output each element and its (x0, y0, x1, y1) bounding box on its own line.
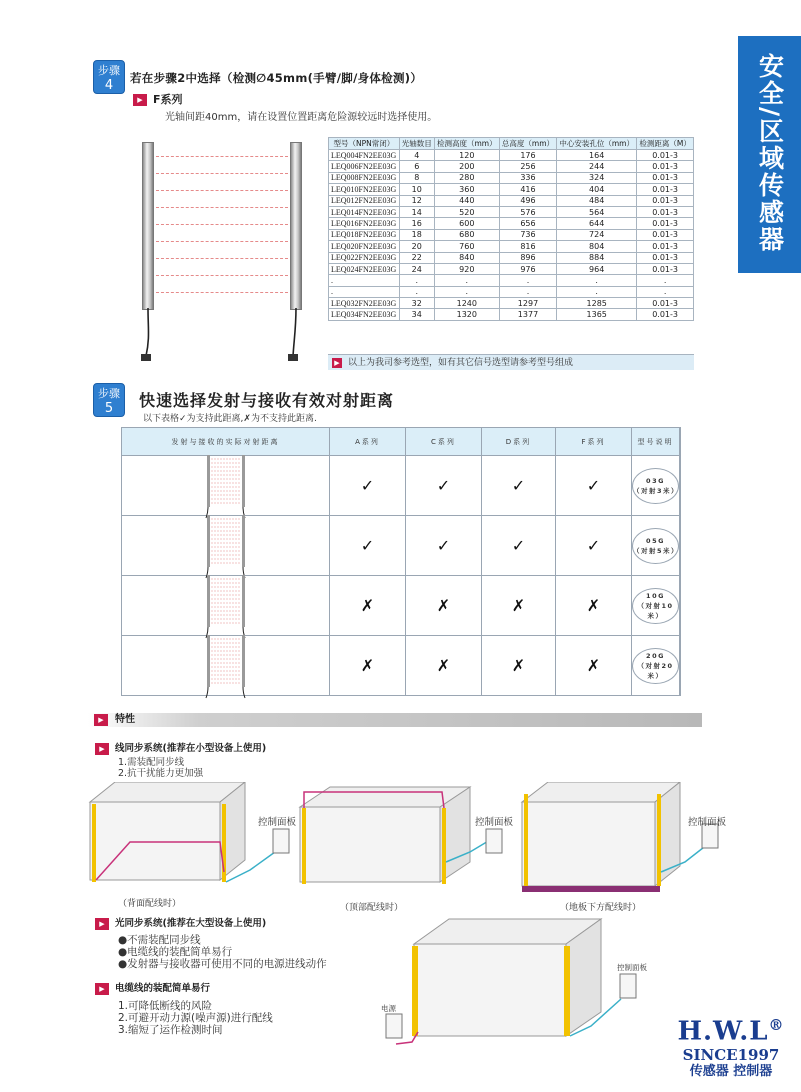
list-item: ●电缆线的装配简单易行 (118, 946, 233, 958)
table-cell: 14 (399, 206, 434, 217)
table-cell: 176 (499, 150, 556, 161)
table-cell: 0.01-3 (637, 309, 694, 320)
table-cell: 0.01-3 (637, 150, 694, 161)
light-curtain-icon (205, 573, 247, 639)
table-cell: 520 (434, 206, 499, 217)
table-cell: 816 (499, 241, 556, 252)
optical-sync-list (118, 934, 327, 970)
table-cell: . (637, 275, 694, 286)
list-item: 1.需装配同步线 (118, 757, 185, 768)
cable-heading (95, 980, 210, 995)
table-cell: 920 (434, 263, 499, 274)
table-cell: 12 (399, 195, 434, 206)
control-panel-label: 控制面板 (475, 817, 514, 828)
diagram-caption: （地板下方配线时） (560, 903, 642, 913)
check-mark-icon: ✓ (406, 516, 482, 575)
table-cell: LEQ034FN2EE03G (329, 309, 400, 320)
table-note (328, 354, 694, 370)
table-row (329, 298, 694, 309)
logo-brand-text: H.W.L (677, 1016, 769, 1047)
table-row (329, 172, 694, 183)
table-cell: 1240 (434, 298, 499, 309)
table-cell: 600 (434, 218, 499, 229)
optical-sync-diagram (376, 914, 666, 1054)
features-heading: 特性 (115, 714, 135, 725)
table-cell: LEQ022FN2EE03G (329, 252, 400, 263)
model-spec-oval (632, 528, 679, 564)
table-cell: 1320 (434, 309, 499, 320)
back-wiring-diagram (90, 782, 289, 882)
table-cell: 1285 (557, 298, 637, 309)
list-item: ●不需装配同步线 (118, 934, 201, 946)
table-cell: 896 (499, 252, 556, 263)
table-row (329, 275, 694, 286)
table-cell: 680 (434, 229, 499, 240)
table-cell: 736 (499, 229, 556, 240)
diagram-caption: （顶部配线时） (340, 903, 404, 913)
registered-mark: ® (768, 1016, 785, 1034)
table-cell: LEQ016FN2EE03G (329, 218, 400, 229)
model-spec-cell (632, 636, 680, 695)
table-cell: 440 (434, 195, 499, 206)
model-range: （对射3米） (633, 486, 680, 495)
cross-mark-icon: ✗ (556, 636, 632, 695)
list-item: 2.抗干扰能力更加强 (118, 768, 204, 779)
sync-wire-list (118, 757, 203, 779)
table-cell: 22 (399, 252, 434, 263)
table-cell: 976 (499, 263, 556, 274)
table-cell: 724 (557, 229, 637, 240)
table-cell: LEQ020FN2EE03G (329, 241, 400, 252)
sync-wire-title: 线同步系统(推荐在小型设备上使用) (115, 743, 267, 754)
sync-wire-diagrams (70, 782, 730, 912)
column-header: 发射与接收的实际对射距离 (122, 428, 330, 456)
table-cell: LEQ012FN2EE03G (329, 195, 400, 206)
model-spec-cell (632, 516, 680, 575)
table-cell: 1377 (499, 309, 556, 320)
table-cell: . (399, 275, 434, 286)
model-code: 03G (646, 476, 665, 485)
light-curtain-thumbnail (122, 576, 330, 635)
step4-description: 光轴间距40mm，请在设置位置距离危险源较远时选择使用。 (165, 112, 438, 123)
table-cell: 324 (557, 172, 637, 183)
check-mark-icon: ✓ (330, 456, 406, 515)
table-cell: 0.01-3 (637, 252, 694, 263)
top-wiring-diagram (300, 787, 502, 884)
column-header: D系列 (482, 428, 556, 456)
step5-badge (93, 383, 125, 417)
cross-mark-icon: ✗ (556, 576, 632, 635)
table-cell: 6 (399, 161, 434, 172)
table-cell: 20 (399, 241, 434, 252)
table-row (122, 456, 680, 516)
diagram-caption: （背面配线时） (118, 899, 182, 909)
cross-mark-icon: ✗ (406, 576, 482, 635)
underfloor-wiring-diagram (522, 782, 718, 892)
table-cell: . (499, 286, 556, 297)
table-cell: 0.01-3 (637, 161, 694, 172)
table-cell: . (329, 286, 400, 297)
table-cell: 360 (434, 184, 499, 195)
table-cell: 280 (434, 172, 499, 183)
light-curtain-thumbnail (122, 456, 330, 515)
table-cell: 496 (499, 195, 556, 206)
step5-title: 快速选择发射与接收有效对射距离 (139, 391, 395, 410)
control-panel-label: 控制面板 (688, 817, 727, 828)
table-cell: LEQ014FN2EE03G (329, 206, 400, 217)
model-range: （对射10米） (637, 601, 674, 620)
model-spec-oval (632, 468, 679, 504)
column-header: 检测距离（M） (637, 138, 694, 150)
distance-compat-table (121, 427, 681, 696)
step5-badge-label: 步骤 (98, 387, 120, 400)
table-cell: . (637, 286, 694, 297)
table-cell: 164 (557, 150, 637, 161)
table-cell: 404 (557, 184, 637, 195)
beam-line (156, 241, 288, 242)
table-cell: 0.01-3 (637, 229, 694, 240)
control-panel-label: 控制面板 (617, 963, 647, 972)
hwl-logo (676, 1010, 786, 1080)
table-row (329, 286, 694, 297)
table-cell: 336 (499, 172, 556, 183)
table-cell: 964 (557, 263, 637, 274)
column-header: 型号（NPN常闭） (329, 138, 400, 150)
table-cell: . (499, 275, 556, 286)
table-cell: 34 (399, 309, 434, 320)
table-cell: 24 (399, 263, 434, 274)
table-cell: 416 (499, 184, 556, 195)
table-row (329, 218, 694, 229)
light-curtain-icon (205, 633, 247, 699)
sensor-cables (138, 308, 308, 363)
table-row (329, 161, 694, 172)
logo-since: SINCE1997 (682, 1045, 780, 1064)
column-header: A系列 (330, 428, 406, 456)
model-spec-cell (632, 456, 680, 515)
cross-mark-icon: ✗ (330, 576, 406, 635)
category-tab-label: 安全/区域传感器 (755, 52, 785, 254)
model-spec-cell (632, 576, 680, 635)
column-header: F系列 (556, 428, 632, 456)
beam-line (156, 156, 288, 157)
table-cell: 804 (557, 241, 637, 252)
model-spec-oval (632, 648, 679, 684)
table-header-row (329, 138, 694, 150)
play-marker-icon: ▶ (332, 358, 342, 368)
play-marker-icon: ▶ (94, 714, 108, 726)
table-cell: . (557, 275, 637, 286)
table-cell: LEQ006FN2EE03G (329, 161, 400, 172)
beam-line (156, 173, 288, 174)
table-row (329, 229, 694, 240)
table-cell: 200 (434, 161, 499, 172)
optical-sync-heading (95, 915, 266, 930)
category-tab-underline (738, 270, 801, 273)
table-cell: . (557, 286, 637, 297)
check-mark-icon: ✓ (556, 516, 632, 575)
logo-tagline: 传感器 控制器 (689, 1063, 773, 1079)
check-mark-icon: ✓ (330, 516, 406, 575)
model-code: 10G (646, 591, 665, 600)
table-cell: 484 (557, 195, 637, 206)
table-cell: 760 (434, 241, 499, 252)
light-curtain-icon (205, 453, 247, 519)
table-row (329, 309, 694, 320)
model-code: 05G (646, 536, 665, 545)
table-cell: LEQ008FN2EE03G (329, 172, 400, 183)
table-cell: LEQ024FN2EE03G (329, 263, 400, 274)
cable-list (118, 1000, 273, 1036)
table-cell: 840 (434, 252, 499, 263)
f-series-label: F系列 (153, 93, 183, 106)
check-mark-icon: ✓ (482, 456, 556, 515)
table-cell: . (434, 275, 499, 286)
table-cell: 0.01-3 (637, 263, 694, 274)
play-marker-icon: ▶ (133, 94, 147, 106)
table-row (122, 516, 680, 576)
optical-sync-title: 光同步系统(推荐在大型设备上使用) (115, 918, 267, 929)
table-row (329, 150, 694, 161)
table-cell: 120 (434, 150, 499, 161)
table-cell: 10 (399, 184, 434, 195)
table-cell: 0.01-3 (637, 241, 694, 252)
table-row (329, 184, 694, 195)
table-cell: . (329, 275, 400, 286)
table-cell: 32 (399, 298, 434, 309)
table-row (329, 206, 694, 217)
step5-badge-number: 5 (104, 401, 114, 416)
table-row (329, 263, 694, 274)
list-item: 2.可避开动力源(噪声源)进行配线 (118, 1012, 273, 1024)
column-header: 光轴数目 (399, 138, 434, 150)
cross-mark-icon: ✗ (482, 636, 556, 695)
step4-badge (93, 60, 125, 94)
table-cell: 564 (557, 206, 637, 217)
table-cell: LEQ004FN2EE03G (329, 150, 400, 161)
column-header: 型号说明 (632, 428, 680, 456)
table-cell: LEQ010FN2EE03G (329, 184, 400, 195)
table-cell: 1297 (499, 298, 556, 309)
table-cell: 0.01-3 (637, 218, 694, 229)
beam-line (156, 275, 288, 276)
table-cell: 256 (499, 161, 556, 172)
f-series-heading (133, 91, 183, 107)
play-marker-icon: ▶ (95, 743, 109, 755)
column-header: C系列 (406, 428, 482, 456)
category-tab (738, 36, 801, 270)
beam-line (156, 207, 288, 208)
table-cell: 576 (499, 206, 556, 217)
table-cell: LEQ032FN2EE03G (329, 298, 400, 309)
model-range: （对射20米） (637, 661, 674, 680)
table-cell: 0.01-3 (637, 206, 694, 217)
step5-subtitle: 以下表格✓为支持此距离,✗为不支持此距离. (143, 414, 317, 424)
table-cell: 656 (499, 218, 556, 229)
table-cell: 244 (557, 161, 637, 172)
step4-badge-number: 4 (104, 78, 114, 93)
f-series-model-table (328, 137, 694, 321)
light-curtain-thumbnail (122, 516, 330, 575)
table-note-text: 以上为我司参考选型，如有其它信号选型请参考型号组成 (348, 358, 574, 368)
list-item: ●发射器与接收器可使用不同的电源进线动作 (118, 958, 327, 970)
f-series-light-curtain-image (138, 138, 308, 363)
sync-wire-heading (95, 740, 266, 755)
step4-title: 若在步骤2中选择（检测∅45mm(手臂/脚/身体检测)） (130, 71, 423, 85)
check-mark-icon: ✓ (482, 516, 556, 575)
cross-mark-icon: ✗ (482, 576, 556, 635)
control-panel-label: 控制面板 (258, 817, 297, 828)
table-cell: 8 (399, 172, 434, 183)
table-cell: LEQ018FN2EE03G (329, 229, 400, 240)
table-cell: 16 (399, 218, 434, 229)
table-cell: . (434, 286, 499, 297)
cable-title: 电缆线的装配简单易行 (115, 983, 211, 994)
table-cell: 1365 (557, 309, 637, 320)
features-bar (88, 713, 702, 727)
model-range: （对射5米） (633, 546, 680, 555)
power-label: 电源 (381, 1004, 396, 1013)
table-cell: 18 (399, 229, 434, 240)
light-curtain-thumbnail (122, 636, 330, 695)
light-curtain-icon (205, 513, 247, 579)
table-cell: . (399, 286, 434, 297)
table-row (122, 636, 680, 696)
check-mark-icon: ✓ (556, 456, 632, 515)
beam-line (156, 292, 288, 293)
cross-mark-icon: ✗ (330, 636, 406, 695)
receiver-pole (290, 142, 302, 310)
table-cell: 644 (557, 218, 637, 229)
beam-line (156, 190, 288, 191)
model-code: 20G (646, 651, 665, 660)
table-cell: 884 (557, 252, 637, 263)
list-item: 1.可降低断线的风险 (118, 1000, 213, 1012)
table-row (329, 195, 694, 206)
column-header: 检测高度（mm） (434, 138, 499, 150)
play-marker-icon: ▶ (95, 983, 109, 995)
check-mark-icon: ✓ (406, 456, 482, 515)
table-cell: 0.01-3 (637, 195, 694, 206)
play-marker-icon: ▶ (95, 918, 109, 930)
table-cell: 0.01-3 (637, 298, 694, 309)
table-cell: 4 (399, 150, 434, 161)
table-row (329, 252, 694, 263)
table-cell: 0.01-3 (637, 184, 694, 195)
table-cell: 0.01-3 (637, 172, 694, 183)
logo-brand (676, 1010, 786, 1047)
emitter-pole (142, 142, 154, 310)
list-item: 3.缩短了运作检测时间 (118, 1024, 223, 1036)
cross-mark-icon: ✗ (406, 636, 482, 695)
column-header: 总高度（mm） (499, 138, 556, 150)
table-row (329, 241, 694, 252)
beam-line (156, 224, 288, 225)
table-row (122, 576, 680, 636)
model-spec-oval (632, 588, 679, 624)
beam-line (156, 258, 288, 259)
step4-badge-label: 步骤 (98, 64, 120, 77)
column-header: 中心安装孔位（mm） (557, 138, 637, 150)
